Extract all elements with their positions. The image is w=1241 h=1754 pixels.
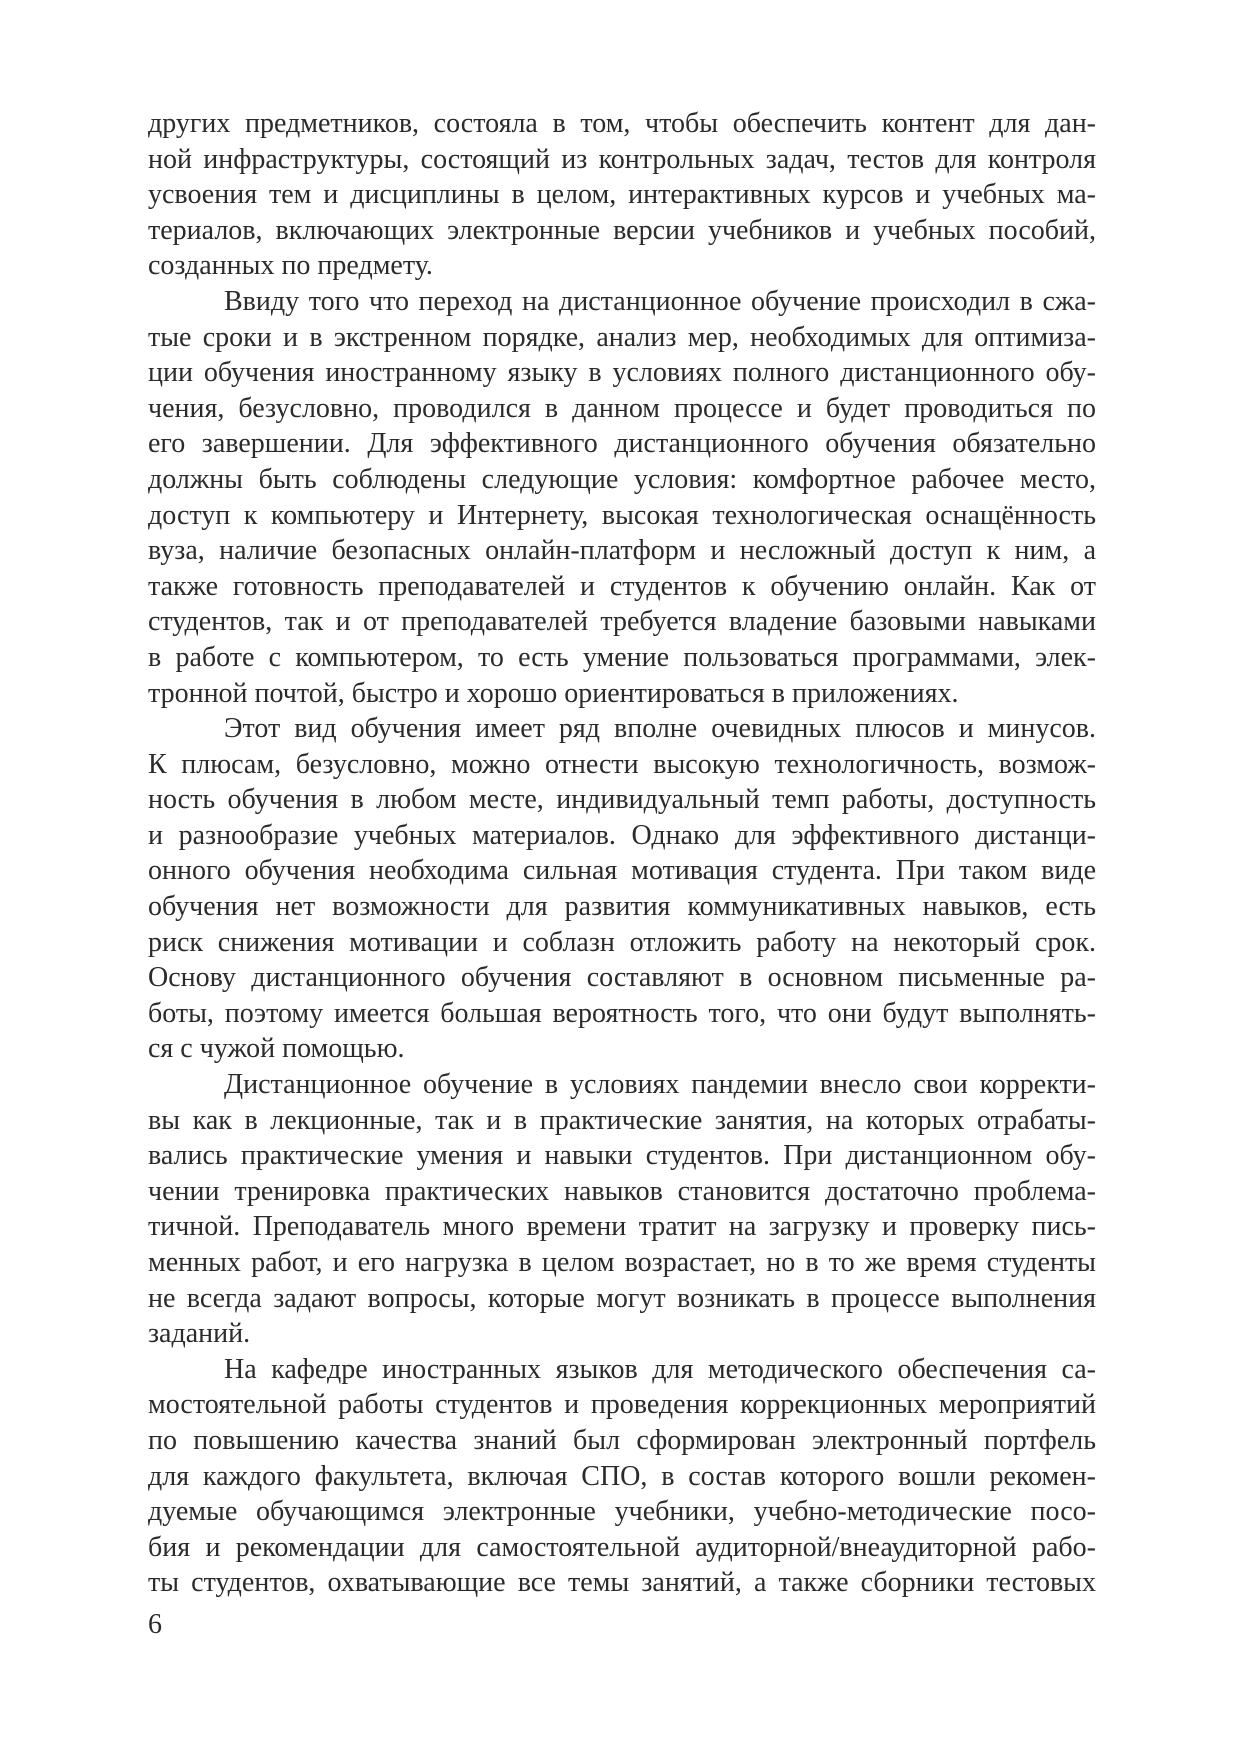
text-line: На кафедре иностранных языков для методического обеспечения са- [224, 1353, 1096, 1385]
text-line: и разнообразие учебных материалов. Однако для эффективного дистанци- [148, 819, 1096, 851]
text-line: Основу дистанционного обучения составляют в основном письменные ра- [148, 962, 1096, 994]
text-line: также готовность преподавателей и студентов к обучению онлайн. Как от [148, 570, 1096, 602]
paragraph [148, 106, 1096, 284]
text-line: по повышению качества знаний был сформирован электронный портфель [148, 1424, 1096, 1456]
text-line: тронной почтой, быстро и хорошо ориентироваться в приложениях. [148, 677, 959, 709]
text-line: должны быть соблюдены следующие условия: комфортное рабочее место, [148, 463, 1096, 495]
text-line: тые сроки и в экстренном порядке, анализ мер, необходимых для оптимиза- [148, 321, 1096, 353]
text-line: чения, безусловно, проводился в данном процессе и будет проводиться по [148, 392, 1096, 424]
text-line: других предметников, состояла в том, чтобы обеспечить контент для дан- [148, 108, 1096, 139]
text-line: не всегда задают вопросы, которые могут возникать в процессе выполнения [148, 1282, 1096, 1314]
text-line: тичной. Преподаватель много времени тратит на загрузку и проверку пись- [148, 1211, 1096, 1243]
text-line: студентов, так и от преподавателей требуется владение базовыми навыками [148, 606, 1096, 638]
text-line: риск снижения мотивации и соблазн отложить работу на некоторый срок. [148, 926, 1096, 958]
paragraph [148, 284, 1096, 711]
page-number: 6 [148, 1609, 162, 1640]
text-line: Ввиду того что переход на дистанционное обучение происходил в сжа- [224, 285, 1096, 317]
text-line: бия и рекомендации для самостоятельной аудиторной/внеаудиторной рабо- [148, 1531, 1096, 1563]
text-line: ся с чужой помощью. [148, 1033, 405, 1065]
text-line: Этот вид обучения имеет ряд вполне очевидных плюсов и минусов. [224, 713, 1096, 745]
text-line: для каждого факультета, включая СПО, в состав которого вошли рекомен- [148, 1460, 1096, 1492]
text-line: заданий. [148, 1318, 251, 1350]
text-line: ты студентов, охватывающие все темы занятий, а также сборники тестовых [148, 1567, 1096, 1599]
text-line: созданных по предмету. [148, 250, 433, 282]
text-line: Дистанционное обучение в условиях пандемии внесло свои корректи- [224, 1069, 1096, 1101]
paragraph [148, 1067, 1096, 1352]
text-line: ность обучения в любом месте, индивидуальный темп работы, доступность [148, 784, 1096, 816]
text-line: чении тренировка практических навыков становится достаточно проблема- [148, 1175, 1096, 1207]
text-line: териалов, включающих электронные версии учебников и учебных пособий, [148, 214, 1096, 246]
text-line: ции обучения иностранному языку в условиях полного дистанционного обу- [148, 357, 1096, 389]
text-line: онного обучения необходима сильная мотивация студента. При таком виде [148, 855, 1096, 887]
text-line: ной инфраструктуры, состоящий из контрольных задач, тестов для контроля [148, 143, 1096, 175]
text-line: вуза, наличие безопасных онлайн-платформ и несложный доступ к ним, а [148, 535, 1096, 567]
text-line: боты, поэтому имеется большая вероятность того, что они будут выполнять- [148, 997, 1096, 1029]
page-body [148, 106, 1096, 1601]
text-line: мостоятельной работы студентов и проведения коррекционных мероприятий [148, 1389, 1096, 1421]
text-line: К плюсам, безусловно, можно отнести высокую технологичность, возмож- [148, 748, 1096, 780]
text-line: дуемые обучающимся электронные учебники, учебно-методические посо- [148, 1496, 1096, 1528]
text-line: вались практические умения и навыки студентов. При дистанционном обу- [148, 1140, 1096, 1172]
text-line: доступ к компьютеру и Интернету, высокая технологическая оснащённость [148, 499, 1096, 531]
paragraph [148, 711, 1096, 1067]
text-line: менных работ, и его нагрузка в целом возрастает, но в то же время студенты [148, 1247, 1096, 1278]
text-line: усвоения тем и дисциплины в целом, интерактивных курсов и учебных ма- [148, 179, 1096, 211]
text-line: обучения нет возможности для развития коммуникативных навыков, есть [148, 891, 1096, 923]
text-line: вы как в лекционные, так и в практические занятия, на которых отрабаты- [148, 1104, 1096, 1136]
text-line: в работе с компьютером, то есть умение пользоваться программами, элек- [148, 641, 1096, 673]
paragraph [148, 1352, 1096, 1601]
text-line: его завершении. Для эффективного дистанционного обучения обязательно [148, 428, 1096, 460]
